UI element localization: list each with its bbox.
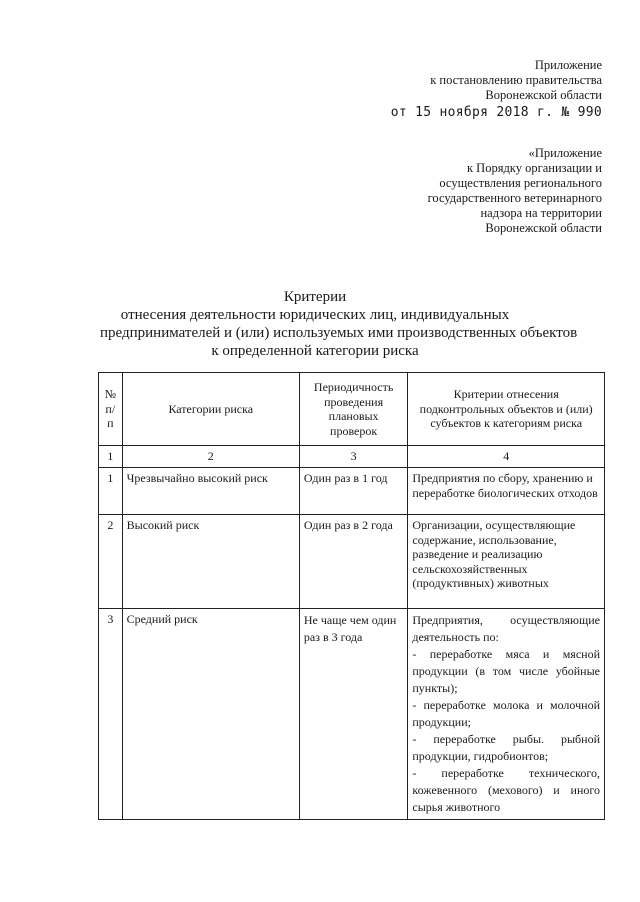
inspection-periodicity: Не чаще чем один раз в 3 года <box>299 609 408 820</box>
appendix-procedure-header <box>428 146 602 236</box>
header-criteria: Критерии отнесения подконтрольных объектов и (или) субъектов к категориям риска <box>408 373 605 446</box>
criteria-text: Организации, осуществляющие содержание, использование, разведение и реализацию сельскохозяйственных (продуктивных) животных <box>412 518 576 590</box>
title-line: отнесения деятельности юридических лиц, индивидуальных <box>120 307 510 323</box>
risk-criteria <box>408 468 605 515</box>
criteria-text: - переработке мяса и мясной продукции (в том числе убойные пункты); <box>412 647 600 695</box>
header-periodicity: Периодичность проведения плановых проверок <box>299 373 408 446</box>
criteria-text: Предприятия, осуществляющие деятельность по: <box>412 613 600 644</box>
criteria-text: Предприятия по сбору, хранению и переработке биологических отходов <box>412 471 598 500</box>
appendix-line: Воронежской области <box>485 88 602 102</box>
risk-category: Средний риск <box>122 609 299 820</box>
inspection-periodicity: Один раз в 2 года <box>299 515 408 609</box>
risk-category: Высокий риск <box>122 515 299 609</box>
table-row <box>99 515 605 609</box>
appendix2-line: к Порядку организации и <box>466 161 602 175</box>
inspection-periodicity: Один раз в 1 год <box>299 468 408 515</box>
risk-criteria <box>408 515 605 609</box>
title-line: к определенной категории риска <box>211 343 419 359</box>
risk-criteria <box>408 609 605 820</box>
appendix2-line: «Приложение <box>528 146 602 160</box>
appendix-line: Приложение <box>534 58 602 72</box>
appendix-header <box>430 58 602 103</box>
title-line: предпринимателей и (или) используемых ими производственных объектов <box>100 325 578 341</box>
header-number: № п/п <box>99 373 123 446</box>
title-line: Критерии <box>283 289 347 305</box>
header-category: Категории риска <box>122 373 299 446</box>
risk-category: Чрезвычайно высокий риск <box>122 468 299 515</box>
appendix2-line: надзора на территории <box>480 206 602 220</box>
risk-criteria-table <box>98 372 605 820</box>
appendix-line: к постановлению правительства <box>430 73 602 87</box>
table-row <box>99 609 605 820</box>
criteria-text: - переработке технического, кожевенного (мехового) и иного сырья животного <box>412 766 600 814</box>
criteria-text: - переработке рыбы. рыбной продукции, гидробионтов; <box>412 732 600 763</box>
appendix2-line: государственного ветеринарного <box>427 191 602 205</box>
row-number: 3 <box>99 609 123 820</box>
row-number: 1 <box>99 468 123 515</box>
table-header-row <box>99 373 605 446</box>
table-row <box>99 468 605 515</box>
decree-date-number: от 15 ноября 2018 г. № 990 <box>390 105 602 120</box>
row-number: 2 <box>99 515 123 609</box>
appendix2-line: осуществления регионального <box>439 176 602 190</box>
index-cell: 3 <box>299 446 408 468</box>
criteria-text: - переработке молока и молочной продукции; <box>412 698 600 729</box>
appendix2-line: Воронежской области <box>485 221 602 235</box>
document-title <box>100 288 578 360</box>
index-cell: 4 <box>408 446 605 468</box>
index-cell: 2 <box>122 446 299 468</box>
index-cell: 1 <box>99 446 123 468</box>
table-index-row <box>99 446 605 468</box>
